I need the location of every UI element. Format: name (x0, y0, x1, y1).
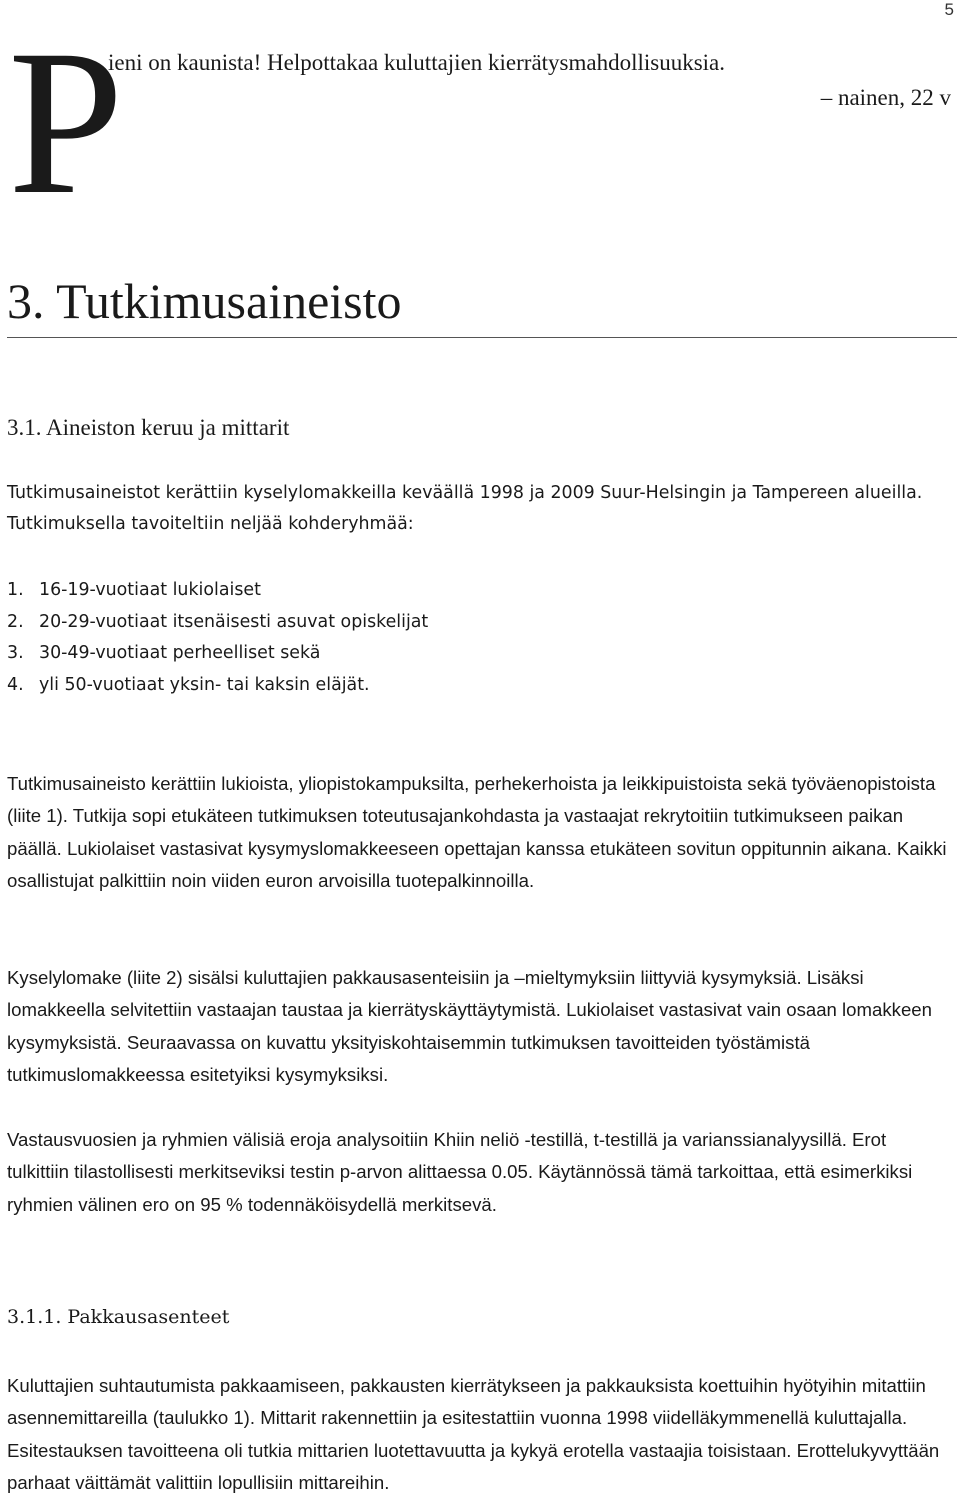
list-item (7, 607, 428, 639)
body-paragraph-analysis: Vastausvuosien ja ryhmien välisiä eroja analysoitiin Khiin neliö -testillä, t-testillä ja varianssianalyysillä. Erot tulkittiin tilastollisesti merkitseviksi testin p-arvon alittaessa 0.05. Käytännössä tämä tarkoittaa, että esimerkiksi ryhmien välinen ero on 95 % todennäköisydellä merkitsevä. (7, 1129, 913, 1215)
target-group-list (7, 575, 428, 701)
chapter-title: 3. Tutkimusaineisto (7, 273, 402, 329)
section-intro-paragraph: Tutkimusaineistot kerättiin kyselylomakkeilla keväällä 1998 ja 2009 Suur-Helsingin ja Tampereen alueilla. Tutkimuksella tavoiteltiin neljää kohderyhmää: (7, 483, 923, 534)
list-item-text: 16-19-vuotiaat lukiolaiset (39, 580, 261, 600)
list-item-number: 2. (7, 611, 24, 632)
page-number: 5 (944, 0, 954, 19)
list-item-text: yli 50-vuotiaat yksin- tai kaksin eläjät. (39, 674, 370, 695)
epigraph-attribution: – nainen, 22 v (820, 85, 951, 110)
list-item-text: 20-29-vuotiaat itsenäisesti asuvat opiskelijat (39, 611, 429, 632)
body-paragraph-attitudes: Kuluttajien suhtautumista pakkaamiseen, pakkausten kierrätykseen ja pakkauksista koettuihin hyötyihin mitattiin asennemittareilla (taulukko 1). Mittarit rakennettiin ja esitestattiin vuonna 1998 viidelläkymmenellä kuluttajalla. Esitestauksen tavoitteena oli tutkia mittarien luotettavuutta ja kykyä erotella vastaajia toisistaan. Erottelukyvyttään parhaat väittämät valittiin lopullisiin mittareihin. (7, 1375, 940, 1494)
list-item-number: 4. (7, 674, 24, 695)
list-item-number: 1. (7, 580, 24, 600)
list-item (7, 638, 428, 670)
body-paragraph-questionnaire: Kyselylomake (liite 2) sisälsi kuluttajien pakkausasenteisiin ja –mieltymyksiin liittyviä kysymyksiä. Lisäksi lomakkeella selvitettiin vastaajan taustaa ja kierrätyskäyttäytymistä. Lukiolaiset vastasivat vain osaan lomakkeen kysymyksistä. Seuraavassa on kuvattu yksityiskohtaisemmin tutkimuksen tavoitteiden työstämistä tutkimuslomakkeessa esitetyiksi kysymyksiksi. (7, 967, 932, 1086)
subsection-heading: 3.1.1. Pakkausasenteet (7, 1306, 230, 1328)
list-item-number: 3. (7, 643, 24, 664)
chapter-divider (7, 337, 957, 338)
section-heading: 3.1. Aineiston keruu ja mittarit (7, 415, 290, 440)
list-item (7, 670, 428, 702)
list-item (7, 575, 428, 607)
drop-cap-letter: P (8, 7, 124, 237)
body-paragraph-data-collection: Tutkimusaineisto kerättiin lukioista, yliopistokampuksilta, perhekerhoista ja leikkipuistoista sekä työväenopistoista (liite 1). Tutkija sopi etukäteen tutkimuksen toteutusajankohdasta ja vastaajat rekrytoitiin tutkimukseen paikan päällä. Lukiolaiset vastasivat kysymyslomakkeeseen opettajan kanssa etukäteen sovitun oppitunnin aikana. Kaikki osallistujat palkittiin noin viiden euron arvoisilla tuotepalkinnoilla. (7, 773, 947, 892)
list-item-text: 30-49-vuotiaat perheelliset sekä (39, 643, 321, 664)
epigraph-quote: ieni on kaunista! Helpottakaa kuluttajien kierrätysmahdollisuuksia. (108, 50, 726, 75)
